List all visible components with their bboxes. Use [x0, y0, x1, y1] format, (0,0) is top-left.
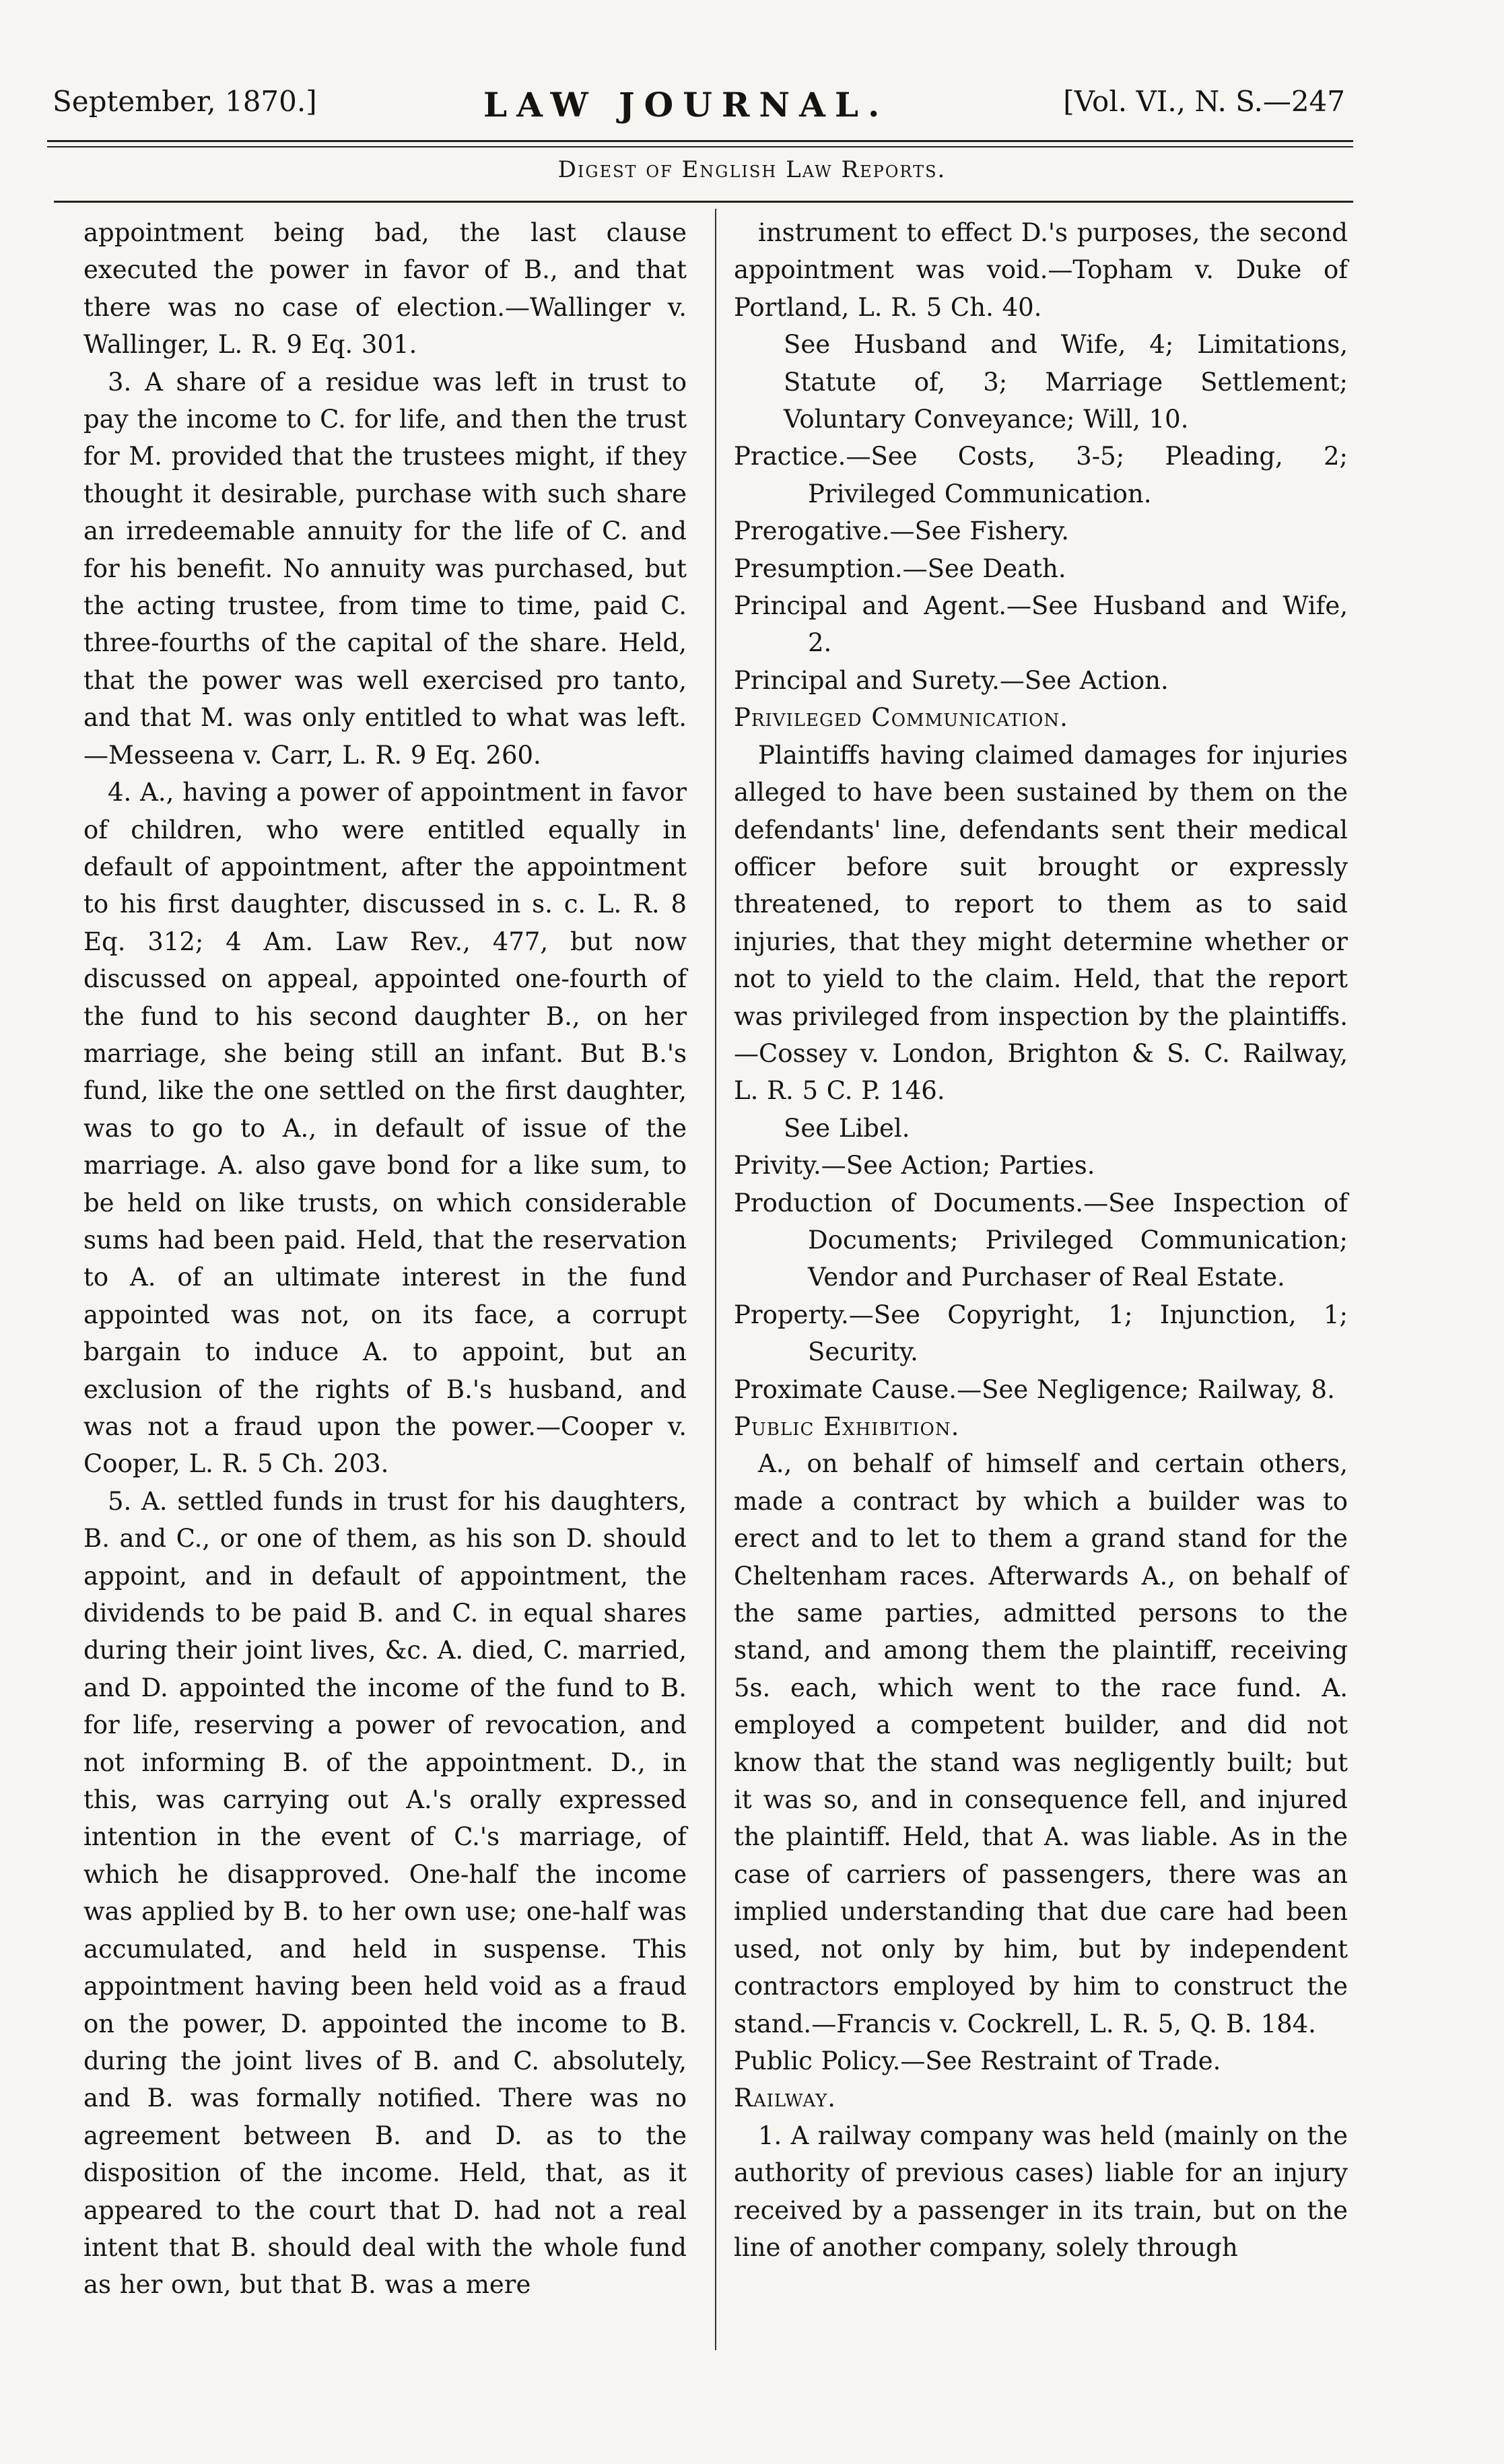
index-entry: Presumption.—See Death. — [734, 554, 1066, 583]
digest-paragraph: instrument to effect D.'s purposes, the second appointment was void.—Topham v. Duke of Portland, L. R. 5 Ch. 40. — [734, 218, 1348, 322]
index-entry: Proximate Cause.—See Negligence; Railway, 8. — [734, 1374, 1335, 1404]
digest-paragraph: A., on behalf of himself and certain others, made a contract by which a builder was to erect and to let to them a grand stand for the Cheltenham races. Afterwards A., on behalf of the same parties, admitted persons to the stand, and among them the plaintiff, receiving 5s. each, which went to the race fund. A. employed a competent builder, and did not know that the stand was negligently built; but it was so, and in consequence fell, and injured the plaintiff. Held, that A. was liable. As in the case of carriers of passengers, there was an implied understanding that due care had been used, not only by him, but by independent contractors employed by him to construct the stand.—Francis v. Cockrell, L. R. 5, Q. B. 184. — [734, 1449, 1348, 2038]
header-date: September, 1870.] — [53, 85, 317, 118]
index-entry: Privity.—See Action; Parties. — [734, 1151, 1095, 1180]
index-entry: Production of Documents.—See Inspection of Documents; Privileged Communication; Vendor and Purchaser of Real Estate. — [734, 1188, 1348, 1292]
section-rule — [54, 201, 1353, 203]
index-entry: Property.—See Copyright, 1; Injunction, 1; Security. — [734, 1300, 1348, 1367]
index-entry: Principal and Agent.—See Husband and Wife, 2. — [734, 591, 1348, 658]
section-title: Digest of English Law Reports. — [557, 156, 947, 183]
digest-paragraph: 4. A., having a power of appointment in favor of children, who were entitled equally in default of appointment, after the appointment to his first daughter, discussed in s. c. L. R. 8 Eq. 312; 4 Am. Law Rev., 477, but now discussed on appeal, appointed one-fourth of the fund to his second daughter B., on her marriage, she being still an infant. But B.'s fund, like the one settled on the first daughter, was to go to A., in default of issue of the marriage. A. also gave bond for a like sum, to be held on like trusts, on which considerable sums had been paid. Held, that the reservation to A. of an ultimate interest in the fund appointed was not, on its face, a corrupt bargain to induce A. to appoint, but an exclusion of the rights of B.'s husband, and was not a fraud upon the power.—Cooper v. Cooper, L. R. 5 Ch. 203. — [83, 778, 687, 1479]
left-column — [83, 214, 687, 2304]
entry-heading: Public Exhibition. — [734, 1412, 960, 1441]
index-entry: Practice.—See Costs, 3-5; Pleading, 2; Privileged Communication. — [734, 442, 1348, 508]
index-entry: Public Policy.—See Restraint of Trade. — [734, 2046, 1221, 2075]
volume-page-number: [Vol. VI., N. S.—247 — [1063, 85, 1345, 118]
digest-paragraph: appointment being bad, the last clause executed the power in favor of B., and that there was no case of election.—Wallinger v. Wallinger, L. R. 9 Eq. 301. — [83, 218, 687, 360]
column-divider — [715, 209, 716, 2350]
digest-paragraph: Plaintiffs having claimed damages for injuries alleged to have been sustained by them on the defendants' line, defendants sent their medical officer before suit brought or expressly threatened, to report to them as to said injuries, that they might determine whether or not to yield to the claim. Held, that the report was privileged from inspection by the plaintiffs.—Cossey v. London, Brighton & S. C. Railway, L. R. 5 C. P. 146. — [734, 740, 1348, 1106]
right-column — [734, 214, 1348, 2266]
digest-paragraph: 3. A share of a residue was left in trust to pay the income to C. for life, and then the trust for M. provided that the trustees might, if they thought it desirable, purchase with such share an irredeemable annuity for the life of C. and for his benefit. No annuity was purchased, but the acting trustee, from time to time, paid C. three-fourths of the capital of the share. Held, that the power was well exercised pro tanto, and that M. was only entitled to what was left.—Messeena v. Carr, L. R. 9 Eq. 260. — [83, 367, 687, 770]
cross-reference: See Libel. — [784, 1113, 910, 1143]
digest-paragraph: 1. A railway company was held (mainly on the authority of previous cases) liable for an injury received by a passenger in its train, but on the line of another company, solely through — [734, 2121, 1348, 2262]
index-entry: Prerogative.—See Fishery. — [734, 517, 1070, 546]
entry-heading: Privileged Communication. — [734, 703, 1068, 733]
index-entry: Principal and Surety.—See Action. — [734, 665, 1169, 695]
journal-title: LAW JOURNAL. — [483, 85, 889, 125]
header-double-rule — [47, 140, 1353, 147]
digest-paragraph: 5. A. settled funds in trust for his daughters, B. and C., or one of them, as his son D. should appoint, and in default of appointment, the dividends to be paid B. and C. in equal shares during their joint lives, &c. A. died, C. married, and D. appointed the income of the fund to B. for life, reserving a power of revocation, and not informing B. of the appointment. D., in this, was carrying out A.'s orally expressed intention in the event of C.'s marriage, of which he disapproved. One-half the income was applied by B. to her own use; one-half was accumulated, and held in suspense. This appointment having been held void as a fraud on the power, D. appointed the income to B. during the joint lives of B. and C. absolutely, and B. was formally notified. There was no agreement between B. and D. as to the disposition of the income. Held, that, as it appeared to the court that D. had not a real intent that B. should deal with the whole fund as her own, but that B. was a mere — [83, 1486, 687, 2300]
entry-heading: Railway. — [734, 2084, 836, 2113]
page-header — [53, 81, 1345, 135]
cross-reference: See Husband and Wife, 4; Limitations, Statute of, 3; Marriage Settlement; Voluntary Conveyance; Will, 10. — [784, 330, 1348, 434]
